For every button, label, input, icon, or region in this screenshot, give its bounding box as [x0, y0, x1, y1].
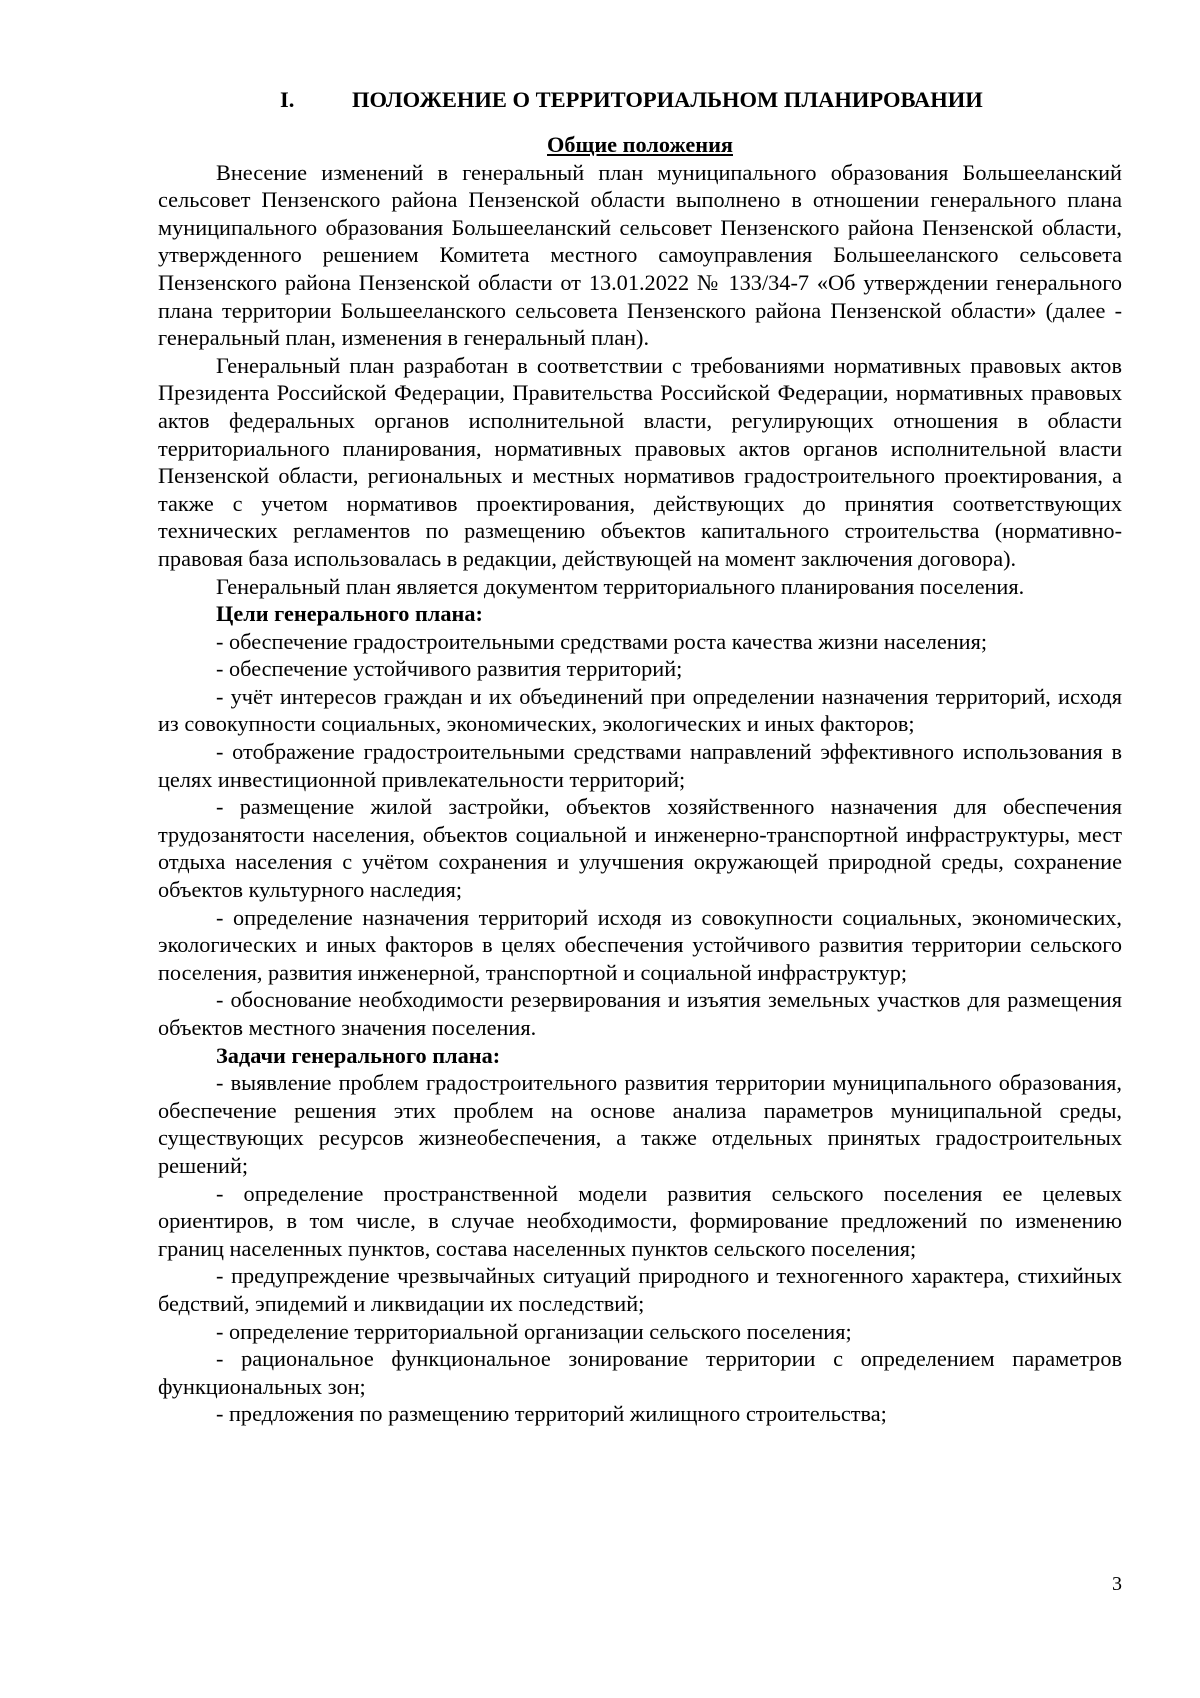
list-item: - предупреждение чрезвычайных ситуаций природного и техногенного характера, стихийных бедствий, эпидемий и ликвидации их последствий;: [158, 1263, 1122, 1316]
list-item: - обеспечение устойчивого развития территорий;: [216, 656, 683, 682]
section-heading: [158, 86, 1122, 114]
list-item: - отображение градостроительными средствами направлений эффективного использования в целях инвестиционной привлекательности территорий;: [158, 739, 1122, 792]
section-number: I.: [280, 87, 295, 112]
section-title: ПОЛОЖЕНИЕ О ТЕРРИТОРИАЛЬНОМ ПЛАНИРОВАНИИ: [352, 87, 983, 112]
list-item: - учёт интересов граждан и их объединений при определении назначения территорий, исходя из совокупности социальных, экономических, экологических и иных факторов;: [158, 683, 1122, 737]
list-item: - обоснование необходимости резервирования и изъятия земельных участков для размещения объектов местного значения поселения.: [158, 987, 1122, 1040]
paragraph-legal-basis: Генеральный план разработан в соответствии с требованиями нормативных правовых актов Президента Российской Федерации, Правительства Российской Федерации, нормативных правовых актов федеральных органов исполнительной власти, регулирующих отношения в области территориального планирования, нормативных правовых актов органов исполнительной власти Пензенской области, региональных и местных нормативов градостроительного проектирования, а также с учетом нормативов проектирования, действующих до принятия соответствующих технических регламентов по размещению объектов капитального строительства (нормативно-правовая база использовалась в редакции, действующей на момент заключения договора).: [158, 352, 1122, 571]
list-item: - определение назначения территорий исходя из совокупности социальных, экономических, экологических и иных факторов в целях обеспечения устойчивого развития территории сельского поселения, развития инженерной, транспортной и социальной инфраструктур;: [158, 904, 1122, 985]
list-item: - обеспечение градостроительными средствами роста качества жизни населения;: [216, 628, 988, 654]
list-item: - выявление проблем градостроительного развития территории муниципального образования, обеспечение решения этих проблем на основе анализа параметров муниципальной среды, существующих ресурсов жизнеобеспечения, а также отдельных принятых градостроительных решений;: [158, 1070, 1122, 1178]
list-item: - размещение жилой застройки, объектов хозяйственного назначения для обеспечения трудозанятости населения, объектов социальной и инженерно-транспортной инфраструктуры, мест отдыха населения с учётом сохранения и улучшения окружающей природной среды, сохранение объектов культурного наследия;: [158, 794, 1122, 903]
list-item: - рациональное функциональное зонирование территории с определением параметров функциональных зон;: [158, 1346, 1122, 1399]
list-item: - определение пространственной модели развития сельского поселения ее целевых ориентиров, в том числе, в случае необходимости, формирование предложений по изменению границ населенных пунктов, состава населенных пунктов сельского поселения;: [158, 1180, 1122, 1261]
list-item: - определение территориальной организации сельского поселения;: [216, 1318, 852, 1344]
document-page: [158, 86, 1122, 1428]
tasks-heading: Задачи генерального плана:: [216, 1042, 501, 1068]
goals-heading: Цели генерального плана:: [216, 601, 483, 627]
paragraph-document-status: Генеральный план является документом территориального планирования поселения.: [216, 573, 1025, 599]
list-item: - предложения по размещению территорий жилищного строительства;: [216, 1401, 887, 1427]
general-provisions-heading: Общие положения: [547, 132, 733, 157]
page-number: 3: [1112, 1573, 1122, 1595]
paragraph-intro: Внесение изменений в генеральный план муниципального образования Большееланский сельсовет Пензенского района Пензенской области выполнено в отношении генерального плана муниципального образования Большееланский сельсовет Пензенского района Пензенской области, утвержденного решением Комитета местного самоуправления Большееланского сельсовета Пензенского района Пензенской области от 13.01.2022 № 133/34-7 «Об утверждении генерального плана территории Большееланского сельсовета Пензенского района Пензенской области» (далее - генеральный план, изменения в генеральный план).: [158, 159, 1122, 351]
